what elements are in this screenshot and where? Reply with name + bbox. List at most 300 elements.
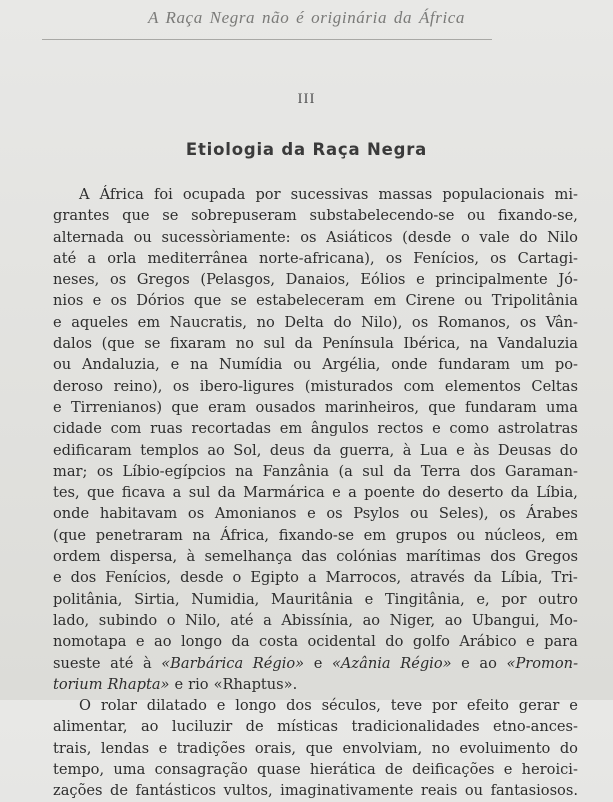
word: no: [431, 739, 450, 757]
word: do: [559, 739, 578, 757]
chapter-number: III: [297, 91, 316, 107]
word: edificaram: [53, 441, 132, 459]
word: po-: [554, 356, 578, 374]
word: tempo,: [53, 761, 105, 779]
word: a: [263, 611, 272, 629]
word: norte-africana),: [258, 249, 375, 267]
word: Naucratis,: [169, 313, 248, 331]
word: hierática: [309, 761, 376, 779]
word: da: [473, 569, 492, 587]
word: envolviam,: [342, 739, 423, 757]
word: (Pelasgos,: [200, 271, 275, 289]
word: ao: [154, 633, 172, 651]
word: reino),: [113, 377, 163, 395]
text-line: [53, 418, 578, 439]
word: lendas: [100, 739, 150, 757]
word: ou: [464, 292, 483, 310]
word: sobrepuseram: [191, 207, 297, 225]
word: grantes: [53, 207, 110, 225]
text-line: [53, 461, 578, 482]
word: mi-: [554, 186, 578, 203]
word: Régio»: [252, 654, 305, 672]
word: ao: [444, 611, 463, 629]
word: gerar: [518, 697, 560, 715]
text-line-italic-phrases: [53, 674, 578, 695]
word: e: [170, 356, 180, 374]
word: Tirrenianos): [70, 398, 163, 416]
text-line: [53, 376, 578, 397]
word: e: [158, 739, 168, 757]
word: Psylos: [353, 505, 400, 523]
word: evoluimento: [459, 739, 551, 757]
running-head: A Raça Negra não é originária da África: [147, 8, 466, 27]
word: Sol,: [233, 441, 262, 459]
word: na: [235, 462, 254, 480]
word: da: [510, 484, 529, 502]
word: séculos,: [321, 697, 381, 715]
word: no: [256, 313, 275, 331]
word: dos: [70, 569, 97, 587]
word: Celtas: [531, 377, 578, 395]
word: da: [393, 462, 412, 480]
word: Numídia: [219, 356, 283, 374]
word: o: [460, 228, 470, 246]
word: os: [172, 377, 190, 395]
text-line: [53, 610, 578, 631]
word: Nilo: [547, 228, 578, 246]
word: e: [332, 484, 341, 502]
word: Lua: [419, 441, 448, 459]
word: que: [428, 398, 456, 416]
word: estabeleceram: [256, 292, 365, 310]
word: Asiáticos: [326, 228, 393, 246]
text-line: [53, 354, 578, 375]
word: ruas: [150, 420, 183, 438]
word: Marrocos,: [325, 569, 402, 587]
word: fundaram: [464, 398, 537, 416]
text-line: [53, 780, 578, 801]
word: ousados: [255, 398, 316, 416]
word: Marmárica: [243, 484, 325, 502]
text-line: [53, 567, 578, 588]
word: ou: [133, 228, 152, 246]
word: às: [473, 441, 490, 459]
word: à: [142, 654, 152, 672]
word: orla: [107, 249, 137, 267]
word: desde: [180, 569, 224, 587]
word: a: [87, 249, 97, 267]
text-line: [53, 205, 578, 226]
word: luciluzir: [171, 718, 233, 736]
word: místicas: [277, 718, 338, 736]
word: Rhapta»: [107, 675, 170, 693]
word: ocupada: [182, 186, 246, 203]
word: e: [569, 697, 578, 715]
word: África: [99, 186, 144, 203]
word: Península: [322, 335, 394, 353]
word: zações: [53, 782, 103, 800]
word: Seles),: [438, 505, 489, 523]
word: imaginativamente: [280, 782, 414, 800]
word: Nilo),: [361, 313, 403, 331]
word: fantásticos: [135, 782, 217, 800]
word: Tri-: [551, 569, 578, 587]
word: Garaman-: [505, 462, 578, 480]
word: como: [449, 420, 489, 438]
word: tradicionalidades: [351, 718, 480, 736]
text-line: [53, 589, 578, 610]
word: Amonianos: [214, 505, 297, 523]
word: tes,: [53, 484, 80, 502]
word: A: [79, 186, 90, 203]
word: ordem: [53, 548, 101, 566]
word: ou: [410, 505, 429, 523]
word: em: [373, 292, 397, 310]
word: através: [410, 569, 465, 587]
word: «Rhaptus».: [213, 675, 298, 693]
word: cidade: [53, 420, 102, 438]
word: Ubangui,: [471, 611, 540, 629]
word: da: [313, 441, 332, 459]
text-line: [53, 759, 578, 780]
word: os: [411, 313, 429, 331]
word: Delta: [284, 313, 324, 331]
word: guerra,: [339, 441, 395, 459]
word: na: [469, 335, 488, 353]
word: Régio»: [400, 654, 452, 672]
word: astrolatras: [497, 420, 578, 438]
word: sucessòriamente:: [161, 228, 291, 246]
word: na: [192, 526, 211, 544]
word: grupos: [395, 526, 448, 544]
word: Gregos: [525, 548, 578, 566]
word: golfo: [412, 633, 450, 651]
word: marítimas: [406, 548, 481, 566]
text-line: [53, 440, 578, 461]
word: e,: [476, 590, 490, 608]
word: e: [53, 398, 62, 416]
word: Gregos: [136, 271, 190, 289]
word: Árabes: [526, 505, 578, 523]
word: populacionais: [442, 186, 545, 203]
word: Vân-: [545, 313, 578, 331]
word: e: [174, 675, 184, 693]
word: sueste: [53, 654, 101, 672]
text-line: [53, 333, 578, 354]
word: os: [490, 249, 507, 267]
word: que: [87, 484, 115, 502]
text-line: [53, 269, 578, 290]
word: e: [216, 697, 226, 715]
word: fixaram: [169, 335, 227, 353]
word: semelhança: [204, 548, 293, 566]
word: recortadas: [191, 420, 272, 438]
word: do: [559, 441, 578, 459]
word: a: [307, 569, 317, 587]
word: ficava: [121, 484, 166, 502]
word: eram: [208, 398, 247, 416]
word: ao: [140, 718, 159, 736]
word: dos: [286, 697, 312, 715]
word: deroso: [53, 377, 104, 395]
word: elementos: [444, 377, 521, 395]
text-line: [53, 312, 578, 333]
word: deserto: [447, 484, 504, 502]
word: os: [300, 228, 317, 246]
text-line: [53, 227, 578, 248]
word: em: [363, 526, 387, 544]
paragraph-2: [53, 695, 578, 801]
word: à: [186, 548, 196, 566]
text-line: [53, 631, 578, 652]
word: Abissínia,: [281, 611, 353, 629]
word: Argélia,: [322, 356, 381, 374]
word: na: [190, 356, 209, 374]
word: longo: [235, 697, 277, 715]
word: dos: [490, 548, 516, 566]
word: Cirene: [405, 292, 455, 310]
word: os: [110, 292, 127, 310]
text-line: [53, 546, 578, 567]
word: Andaluzia,: [82, 356, 160, 374]
word: deus: [269, 441, 305, 459]
word: com: [110, 420, 142, 438]
word: de: [110, 782, 128, 800]
word: do: [333, 313, 352, 331]
word: costa: [259, 633, 299, 651]
word: Líbia,: [500, 569, 543, 587]
word: vale: [479, 228, 510, 246]
word: vultos,: [223, 782, 273, 800]
word: Egipto: [250, 569, 299, 587]
word: os: [385, 249, 403, 267]
word: a: [172, 484, 182, 502]
word: de: [245, 718, 264, 736]
word: da: [217, 484, 236, 502]
word: outro: [538, 590, 578, 608]
word: Numidia,: [191, 590, 260, 608]
word: núcleos,: [484, 526, 546, 544]
word: teve: [390, 697, 423, 715]
word: os: [326, 505, 343, 523]
word: longo: [181, 633, 222, 651]
text-line: [53, 738, 578, 759]
word: das: [301, 548, 327, 566]
word: Líbia,: [536, 484, 578, 502]
word: e: [503, 761, 513, 779]
word: sul: [188, 484, 211, 502]
word: tradições: [176, 739, 246, 757]
word: rectos: [377, 420, 424, 438]
word: torium: [53, 675, 103, 693]
word: habitavam: [99, 505, 178, 523]
word: ou: [456, 526, 475, 544]
word: Mauritânia: [270, 590, 353, 608]
word: «Barbárica: [161, 654, 244, 672]
word: (misturados: [304, 377, 394, 395]
text-line: [53, 482, 578, 503]
word: rolar: [100, 697, 137, 715]
word: se: [162, 207, 179, 225]
word: «Promon-: [506, 654, 578, 672]
word: fixando-se,: [498, 207, 578, 225]
word: por: [501, 590, 527, 608]
word: e: [364, 590, 374, 608]
word: heroici-: [521, 761, 578, 779]
word: com: [403, 377, 435, 395]
word: onde: [53, 505, 90, 523]
word: Ibérica,: [403, 335, 461, 353]
word: deificações: [412, 761, 495, 779]
text-line: [53, 184, 578, 205]
word: onde: [391, 356, 428, 374]
word: alimentar,: [53, 718, 128, 736]
word: Nilo,: [185, 611, 221, 629]
word: substabelecendo-se: [309, 207, 455, 225]
word: o: [166, 611, 176, 629]
word: Danaios,: [285, 271, 350, 289]
word: ao: [207, 441, 225, 459]
word: por: [431, 697, 458, 715]
word: Dórios: [136, 292, 185, 310]
word: em: [279, 420, 303, 438]
word: Líbio-egípcios: [122, 462, 226, 480]
word: fixando-se: [278, 526, 354, 544]
text-line-italic-phrases: [53, 653, 578, 674]
word: os: [519, 313, 537, 331]
word: dos: [470, 462, 496, 480]
word: se: [144, 335, 161, 353]
word: Tingitânia,: [384, 590, 465, 608]
word: e: [313, 654, 323, 672]
word: neses,: [53, 271, 100, 289]
word: subindo: [98, 611, 158, 629]
word: de: [384, 761, 403, 779]
word: ibero-ligures: [199, 377, 295, 395]
word: fundaram: [438, 356, 510, 374]
word: e: [53, 569, 62, 587]
word: quase: [257, 761, 301, 779]
word: dispersa,: [109, 548, 178, 566]
word: Fenícios,: [413, 249, 479, 267]
word: o: [232, 569, 242, 587]
word: (a: [338, 462, 353, 480]
word: ocidental: [307, 633, 376, 651]
word: massas: [378, 186, 433, 203]
word: no: [235, 335, 254, 353]
word: à: [402, 441, 412, 459]
word: ou: [464, 782, 484, 800]
word: os: [109, 271, 127, 289]
word: ângulos: [310, 420, 369, 438]
word: alternada: [53, 228, 124, 246]
word: e: [432, 420, 441, 438]
text-line: [53, 397, 578, 418]
word: sucessivas: [290, 186, 369, 203]
word: dalos: [53, 335, 92, 353]
word: por: [255, 186, 281, 203]
word: até: [230, 611, 254, 629]
word: orais,: [254, 739, 297, 757]
word: (que: [53, 526, 87, 544]
text-line: [53, 503, 578, 524]
body-text: [53, 184, 578, 802]
word: em: [555, 526, 578, 544]
word: os: [96, 462, 114, 480]
word: mar;: [53, 462, 88, 480]
word: Fanzânia: [262, 462, 330, 480]
word: e: [135, 633, 145, 651]
word: Terra: [420, 462, 461, 480]
word: ao: [479, 654, 497, 672]
word: que: [171, 398, 199, 416]
word: rio: [188, 675, 209, 693]
word: em: [137, 313, 161, 331]
word: nios: [53, 292, 84, 310]
word: dilatado: [146, 697, 207, 715]
word: Vandaluzia: [497, 335, 578, 353]
word: do: [519, 228, 538, 246]
word: e: [416, 271, 425, 289]
word: efeito: [466, 697, 509, 715]
word: foi: [153, 186, 173, 203]
word: (desde: [402, 228, 452, 246]
word: que: [305, 739, 333, 757]
word: Eólios: [360, 271, 406, 289]
word: reais: [420, 782, 458, 800]
word: Romanos,: [437, 313, 511, 331]
word: uma: [546, 398, 578, 416]
word: (que: [101, 335, 135, 353]
text-line: [53, 695, 578, 716]
word: Niger,: [389, 611, 436, 629]
word: etno-ances-: [493, 718, 578, 736]
word: e: [92, 292, 102, 310]
word: Mo-: [549, 611, 578, 629]
word: ao: [362, 611, 381, 629]
word: e: [456, 441, 465, 459]
word: templos: [140, 441, 199, 459]
word: para: [544, 633, 578, 651]
word: os: [187, 505, 205, 523]
word: Jó-: [558, 271, 578, 289]
word: Fenícios,: [105, 569, 172, 587]
word: África,: [220, 526, 270, 544]
word: aqueles: [71, 313, 129, 331]
text-line: [53, 716, 578, 737]
word: e: [461, 654, 470, 672]
word: até: [53, 249, 77, 267]
word: uma: [113, 761, 146, 779]
word: e: [53, 313, 62, 331]
word: fantasiosos.: [490, 782, 578, 800]
word: e: [307, 505, 316, 523]
word: Tripolitânia: [491, 292, 578, 310]
word: do: [385, 633, 404, 651]
word: ou: [467, 207, 486, 225]
word: «Azânia: [331, 654, 391, 672]
word: um: [520, 356, 545, 374]
word: que: [193, 292, 222, 310]
word: que: [122, 207, 150, 225]
word: ou: [293, 356, 312, 374]
word: a: [348, 484, 357, 502]
word: consagração: [154, 761, 248, 779]
word: sul: [263, 335, 286, 353]
text-line: [53, 290, 578, 311]
word: penetraram: [95, 526, 183, 544]
word: sul: [362, 462, 384, 480]
